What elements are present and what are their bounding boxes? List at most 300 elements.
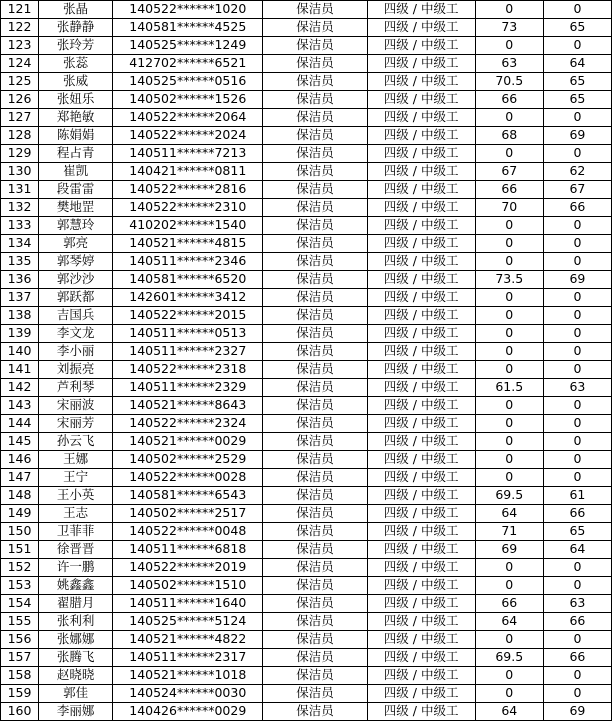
cell-score-1: 66 [475,181,543,199]
cell-index: 133 [1,217,39,235]
cell-level: 四级 / 中级工 [367,163,475,181]
cell-id-number: 140581******4525 [113,19,263,37]
cell-occupation: 保洁员 [263,613,367,631]
table-row [1,685,612,703]
cell-occupation: 保洁员 [263,19,367,37]
cell-score-2: 66 [543,199,611,217]
cell-name: 吉国兵 [39,307,113,325]
table-row [1,181,612,199]
cell-level: 四级 / 中级工 [367,271,475,289]
cell-index: 130 [1,163,39,181]
table-row [1,55,612,73]
cell-score-1: 0 [475,559,543,577]
cell-occupation: 保洁员 [263,271,367,289]
table-row [1,127,612,145]
cell-level: 四级 / 中级工 [367,217,475,235]
cell-id-number: 140522******0048 [113,523,263,541]
cell-occupation: 保洁员 [263,235,367,253]
cell-occupation: 保洁员 [263,505,367,523]
table-row [1,433,612,451]
cell-id-number: 140522******2015 [113,307,263,325]
cell-name: 郭慧玲 [39,217,113,235]
table-row [1,235,612,253]
cell-score-1: 0 [475,253,543,271]
cell-name: 李小丽 [39,343,113,361]
cell-index: 153 [1,577,39,595]
cell-level: 四级 / 中级工 [367,415,475,433]
cell-score-1: 64 [475,613,543,631]
table-row [1,577,612,595]
cell-index: 137 [1,289,39,307]
cell-level: 四级 / 中级工 [367,631,475,649]
cell-index: 148 [1,487,39,505]
cell-score-1: 69 [475,541,543,559]
cell-index: 131 [1,181,39,199]
cell-score-2: 0 [543,235,611,253]
cell-id-number: 140502******1526 [113,91,263,109]
cell-score-2: 0 [543,37,611,55]
table-row [1,37,612,55]
cell-name: 徐晋晋 [39,541,113,559]
cell-score-2: 0 [543,1,611,19]
cell-level: 四级 / 中级工 [367,667,475,685]
cell-level: 四级 / 中级工 [367,289,475,307]
cell-id-number: 140502******2517 [113,505,263,523]
table-row [1,541,612,559]
cell-name: 郭跃都 [39,289,113,307]
cell-occupation: 保洁员 [263,343,367,361]
cell-id-number: 140522******2064 [113,109,263,127]
cell-index: 151 [1,541,39,559]
cell-id-number: 140426******0029 [113,703,263,721]
table-row [1,415,612,433]
cell-occupation: 保洁员 [263,559,367,577]
cell-name: 张娜娜 [39,631,113,649]
cell-name: 王小英 [39,487,113,505]
table-row [1,361,612,379]
cell-id-number: 140511******2317 [113,649,263,667]
cell-level: 四级 / 中级工 [367,343,475,361]
cell-index: 156 [1,631,39,649]
cell-score-2: 0 [543,577,611,595]
cell-name: 张蕊 [39,55,113,73]
cell-level: 四级 / 中级工 [367,145,475,163]
cell-id-number: 140421******0811 [113,163,263,181]
cell-score-2: 66 [543,613,611,631]
cell-id-number: 412702******6521 [113,55,263,73]
table-row [1,253,612,271]
cell-occupation: 保洁员 [263,199,367,217]
cell-score-1: 73 [475,19,543,37]
cell-id-number: 140511******6818 [113,541,263,559]
table-row [1,163,612,181]
table-row [1,667,612,685]
cell-name: 张腾飞 [39,649,113,667]
cell-score-1: 61.5 [475,379,543,397]
cell-index: 157 [1,649,39,667]
cell-name: 郭佳 [39,685,113,703]
cell-score-1: 63 [475,55,543,73]
cell-index: 129 [1,145,39,163]
table-row [1,505,612,523]
cell-occupation: 保洁员 [263,37,367,55]
table-row [1,649,612,667]
cell-score-1: 0 [475,685,543,703]
cell-name: 李丽娜 [39,703,113,721]
cell-index: 135 [1,253,39,271]
cell-id-number: 140521******4815 [113,235,263,253]
cell-occupation: 保洁员 [263,1,367,19]
cell-index: 152 [1,559,39,577]
cell-score-2: 65 [543,73,611,91]
cell-index: 136 [1,271,39,289]
cell-level: 四级 / 中级工 [367,541,475,559]
cell-name: 许一鹏 [39,559,113,577]
cell-name: 芦利琴 [39,379,113,397]
cell-occupation: 保洁员 [263,163,367,181]
cell-occupation: 保洁员 [263,73,367,91]
cell-score-2: 0 [543,343,611,361]
cell-score-2: 62 [543,163,611,181]
cell-id-number: 140524******0030 [113,685,263,703]
cell-level: 四级 / 中级工 [367,595,475,613]
cell-name: 崔凯 [39,163,113,181]
cell-name: 樊地罡 [39,199,113,217]
cell-score-2: 0 [543,451,611,469]
cell-name: 郑艳敏 [39,109,113,127]
cell-occupation: 保洁员 [263,703,367,721]
cell-index: 127 [1,109,39,127]
table-row [1,145,612,163]
cell-score-1: 0 [475,109,543,127]
cell-occupation: 保洁员 [263,55,367,73]
cell-index: 138 [1,307,39,325]
cell-id-number: 142601******3412 [113,289,263,307]
cell-id-number: 140522******2324 [113,415,263,433]
cell-name: 郭琴婷 [39,253,113,271]
cell-score-2: 0 [543,397,611,415]
cell-score-1: 0 [475,667,543,685]
cell-score-1: 67 [475,163,543,181]
cell-score-1: 70.5 [475,73,543,91]
cell-occupation: 保洁员 [263,127,367,145]
cell-level: 四级 / 中级工 [367,649,475,667]
cell-score-1: 0 [475,145,543,163]
cell-level: 四级 / 中级工 [367,487,475,505]
table-row [1,631,612,649]
cell-level: 四级 / 中级工 [367,19,475,37]
table-row [1,199,612,217]
table-row [1,487,612,505]
cell-id-number: 140511******1640 [113,595,263,613]
cell-score-1: 0 [475,343,543,361]
cell-score-2: 65 [543,91,611,109]
table-row [1,613,612,631]
cell-id-number: 140502******2529 [113,451,263,469]
cell-occupation: 保洁员 [263,325,367,343]
cell-score-2: 0 [543,559,611,577]
cell-level: 四级 / 中级工 [367,109,475,127]
cell-occupation: 保洁员 [263,361,367,379]
cell-id-number: 140522******2816 [113,181,263,199]
cell-index: 146 [1,451,39,469]
cell-level: 四级 / 中级工 [367,181,475,199]
table-body [1,1,612,721]
cell-index: 160 [1,703,39,721]
cell-name: 段雷雷 [39,181,113,199]
cell-occupation: 保洁员 [263,145,367,163]
cell-score-1: 0 [475,1,543,19]
cell-name: 张晶 [39,1,113,19]
cell-score-1: 0 [475,397,543,415]
cell-score-1: 0 [475,577,543,595]
cell-occupation: 保洁员 [263,253,367,271]
cell-score-1: 71 [475,523,543,541]
cell-name: 王娜 [39,451,113,469]
cell-score-2: 0 [543,469,611,487]
table-row [1,343,612,361]
cell-level: 四级 / 中级工 [367,469,475,487]
cell-id-number: 140522******2310 [113,199,263,217]
cell-score-1: 0 [475,433,543,451]
cell-occupation: 保洁员 [263,595,367,613]
cell-occupation: 保洁员 [263,181,367,199]
cell-level: 四级 / 中级工 [367,55,475,73]
cell-index: 140 [1,343,39,361]
cell-level: 四级 / 中级工 [367,577,475,595]
cell-score-2: 64 [543,55,611,73]
cell-id-number: 140521******4822 [113,631,263,649]
cell-id-number: 140581******6543 [113,487,263,505]
cell-occupation: 保洁员 [263,433,367,451]
cell-index: 126 [1,91,39,109]
cell-occupation: 保洁员 [263,379,367,397]
cell-id-number: 140511******7213 [113,145,263,163]
cell-score-1: 69.5 [475,487,543,505]
cell-name: 卫菲菲 [39,523,113,541]
cell-name: 姚鑫鑫 [39,577,113,595]
cell-level: 四级 / 中级工 [367,37,475,55]
table-row [1,1,612,19]
cell-name: 郭沙沙 [39,271,113,289]
cell-score-2: 63 [543,379,611,397]
cell-score-2: 0 [543,433,611,451]
cell-index: 128 [1,127,39,145]
cell-name: 程占青 [39,145,113,163]
cell-index: 144 [1,415,39,433]
cell-score-2: 66 [543,505,611,523]
cell-occupation: 保洁员 [263,631,367,649]
cell-name: 张妞乐 [39,91,113,109]
cell-occupation: 保洁员 [263,685,367,703]
cell-score-2: 0 [543,289,611,307]
cell-score-1: 0 [475,361,543,379]
table-row [1,73,612,91]
cell-level: 四级 / 中级工 [367,307,475,325]
cell-score-2: 67 [543,181,611,199]
cell-occupation: 保洁员 [263,217,367,235]
table-row [1,451,612,469]
cell-id-number: 140521******8643 [113,397,263,415]
cell-id-number: 140522******2019 [113,559,263,577]
cell-occupation: 保洁员 [263,289,367,307]
cell-occupation: 保洁员 [263,307,367,325]
table-row [1,109,612,127]
cell-id-number: 140521******1018 [113,667,263,685]
cell-index: 122 [1,19,39,37]
cell-name: 王志 [39,505,113,523]
cell-score-2: 64 [543,541,611,559]
table-row [1,595,612,613]
cell-name: 翟腊月 [39,595,113,613]
cell-score-2: 69 [543,127,611,145]
cell-score-2: 0 [543,685,611,703]
cell-index: 155 [1,613,39,631]
cell-level: 四级 / 中级工 [367,685,475,703]
cell-index: 147 [1,469,39,487]
cell-level: 四级 / 中级工 [367,127,475,145]
cell-id-number: 140581******6520 [113,271,263,289]
cell-id-number: 140511******2327 [113,343,263,361]
cell-occupation: 保洁员 [263,91,367,109]
cell-index: 154 [1,595,39,613]
cell-score-2: 66 [543,649,611,667]
cell-name: 张利利 [39,613,113,631]
cell-score-1: 66 [475,595,543,613]
cell-index: 121 [1,1,39,19]
cell-score-1: 0 [475,325,543,343]
cell-score-1: 0 [475,37,543,55]
cell-score-2: 0 [543,631,611,649]
cell-score-1: 0 [475,469,543,487]
cell-score-2: 63 [543,595,611,613]
cell-score-2: 69 [543,703,611,721]
cell-id-number: 140522******2024 [113,127,263,145]
cell-index: 123 [1,37,39,55]
table-row [1,307,612,325]
cell-score-2: 65 [543,19,611,37]
cell-score-1: 70 [475,199,543,217]
cell-index: 143 [1,397,39,415]
cell-occupation: 保洁员 [263,469,367,487]
cell-level: 四级 / 中级工 [367,451,475,469]
cell-occupation: 保洁员 [263,109,367,127]
cell-occupation: 保洁员 [263,415,367,433]
cell-score-1: 64 [475,703,543,721]
cell-score-2: 0 [543,109,611,127]
cell-level: 四级 / 中级工 [367,361,475,379]
cell-level: 四级 / 中级工 [367,91,475,109]
cell-score-1: 0 [475,235,543,253]
cell-id-number: 140511******2346 [113,253,263,271]
cell-score-1: 0 [475,631,543,649]
cell-index: 150 [1,523,39,541]
table-row [1,523,612,541]
cell-name: 赵晓晓 [39,667,113,685]
cell-score-2: 69 [543,271,611,289]
cell-level: 四级 / 中级工 [367,613,475,631]
cell-name: 王宁 [39,469,113,487]
cell-score-2: 0 [543,145,611,163]
cell-level: 四级 / 中级工 [367,253,475,271]
cell-level: 四级 / 中级工 [367,505,475,523]
cell-occupation: 保洁员 [263,397,367,415]
cell-score-1: 66 [475,91,543,109]
cell-occupation: 保洁员 [263,577,367,595]
cell-level: 四级 / 中级工 [367,73,475,91]
cell-index: 145 [1,433,39,451]
cell-id-number: 140525******5124 [113,613,263,631]
cell-score-1: 0 [475,307,543,325]
table-row [1,289,612,307]
table-row [1,325,612,343]
cell-score-2: 0 [543,217,611,235]
cell-name: 郭亮 [39,235,113,253]
cell-index: 132 [1,199,39,217]
cell-score-1: 69.5 [475,649,543,667]
cell-index: 124 [1,55,39,73]
cell-occupation: 保洁员 [263,541,367,559]
cell-name: 孙云飞 [39,433,113,451]
cell-level: 四级 / 中级工 [367,397,475,415]
cell-level: 四级 / 中级工 [367,379,475,397]
cell-score-1: 0 [475,451,543,469]
table-row [1,379,612,397]
cell-id-number: 140502******1510 [113,577,263,595]
cell-index: 159 [1,685,39,703]
table-row [1,19,612,37]
table-row [1,217,612,235]
cell-index: 139 [1,325,39,343]
cell-score-2: 0 [543,325,611,343]
cell-level: 四级 / 中级工 [367,523,475,541]
cell-level: 四级 / 中级工 [367,235,475,253]
table-row [1,397,612,415]
table-row [1,91,612,109]
cell-name: 张玲芳 [39,37,113,55]
cell-name: 张威 [39,73,113,91]
cell-index: 158 [1,667,39,685]
cell-score-2: 61 [543,487,611,505]
cell-score-1: 64 [475,505,543,523]
cell-id-number: 140522******0028 [113,469,263,487]
cell-name: 刘振亮 [39,361,113,379]
cell-id-number: 140522******1020 [113,1,263,19]
cell-id-number: 140511******2329 [113,379,263,397]
cell-index: 142 [1,379,39,397]
table-row [1,703,612,721]
cell-score-2: 0 [543,307,611,325]
cell-name: 陈娟娟 [39,127,113,145]
cell-level: 四级 / 中级工 [367,559,475,577]
cell-index: 149 [1,505,39,523]
cell-occupation: 保洁员 [263,451,367,469]
cell-score-1: 68 [475,127,543,145]
cell-id-number: 140511******0513 [113,325,263,343]
cell-name: 李文龙 [39,325,113,343]
cell-occupation: 保洁员 [263,487,367,505]
cell-score-1: 0 [475,415,543,433]
cell-score-2: 0 [543,253,611,271]
cell-id-number: 410202******1540 [113,217,263,235]
cell-level: 四级 / 中级工 [367,325,475,343]
table-row [1,559,612,577]
cell-id-number: 140525******1249 [113,37,263,55]
cell-level: 四级 / 中级工 [367,1,475,19]
cell-occupation: 保洁员 [263,667,367,685]
cell-level: 四级 / 中级工 [367,703,475,721]
cell-score-1: 73.5 [475,271,543,289]
